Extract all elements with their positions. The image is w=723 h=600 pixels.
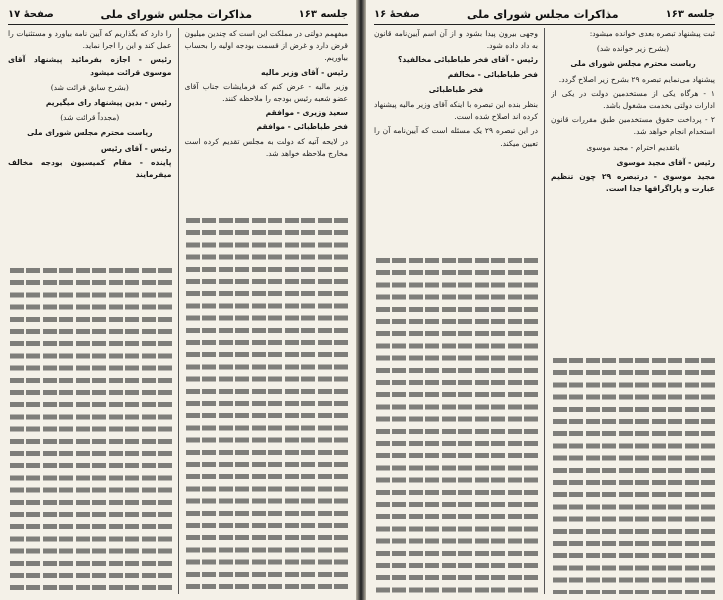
paragraph: ۱ - هرگاه یکی از مستخدمین دولت در یکی از ادارات دولتی بخدمت مشغول باشد. — [551, 88, 715, 111]
reading-note: (مجدداً قرائت شد) — [60, 113, 120, 123]
page-number: صفحهٔ ۱۶ — [374, 8, 420, 20]
speaker-line: سعید وزیری - موافقم — [265, 108, 348, 118]
text-columns — [8, 28, 348, 594]
speaker-line: رئیس - آقای رئیس — [100, 143, 172, 153]
column-divider — [544, 28, 545, 594]
session-number: جلسه ۱۶۳ — [298, 8, 348, 20]
speaker-line: رئیس - بدین پیشنهاد رای میگیریم — [45, 98, 172, 108]
reading-note: (بشرح زیر خوانده شد) — [596, 44, 670, 54]
paragraph: بنظر بنده این تبصره با اینکه آقای وزیر مالیه پیشنهاد کرده اند اصلاح شده است. — [374, 100, 538, 122]
column-divider — [178, 28, 179, 594]
signature-line: باتقدیم احترام - مجید موسوی — [586, 142, 680, 152]
page-number: صفحهٔ ۱۷ — [8, 8, 54, 20]
speaker-line: فخر طباطبائی - مخالفم — [447, 69, 538, 79]
section-heading: ریاست محترم مجلس شورای ملی — [570, 59, 696, 69]
speaker-line: رئیس - اجازه بفرمائید پیشنهاد آقای موسوی قرائت میشود — [8, 55, 172, 77]
column-left — [374, 28, 538, 594]
speaker-line: رئیس - آقای فخر طباطبائی مخالفید؟ — [398, 55, 538, 65]
paragraph: وزیر مالیه - عرض کنم که فرمایشات جناب آقای عضو شعبه رئیس بودجه را ملاحظه کنند. — [184, 81, 348, 104]
speaker-line: رئیس - آقای وزیر مالیه — [261, 67, 348, 77]
paragraph: را دارد که بگذاریم که آیین نامه بیاورد و مستثنیات را عمل کند و این را اجرا نماید. — [8, 29, 172, 51]
paragraph: در این تبصره ۲۹ یک مسئله است که آیین‌نامه آن را تعیین میکند. — [374, 126, 538, 148]
text-columns — [374, 28, 715, 594]
page-header — [374, 4, 715, 25]
section-heading: ریاست محترم مجلس شورای ملی — [27, 128, 153, 138]
right-page — [366, 0, 723, 600]
paragraph: ثبت پیشنهاد تبصره بعدی خوانده میشود: — [589, 29, 715, 38]
printed-text-block — [185, 218, 349, 594]
speaker-line: فخر طباطبائی - موافقم — [256, 122, 348, 132]
reading-note: (بشرح سابق قرائت شد) — [50, 82, 129, 92]
paragraph: در لایحه آتیه که دولت به مجلس تقدیم کرده است مخارج ملاحظه خواهد شد. — [184, 136, 348, 158]
left-page — [0, 0, 356, 600]
journal-title: مذاکرات مجلس شورای ملی — [466, 7, 619, 21]
speaker-line: پاینده - مقام کمیسیون بودجه مخالف میفرمایند — [8, 157, 172, 180]
section-heading: فخر طباطبائی — [428, 84, 484, 94]
column-left — [8, 28, 172, 594]
column-right — [185, 28, 349, 594]
page-header — [8, 4, 348, 25]
speaker-line: رئیس - آقای مجید موسوی — [616, 157, 715, 167]
session-number: جلسه ۱۶۳ — [665, 8, 715, 20]
column-right — [551, 28, 715, 594]
printed-text-block — [8, 268, 172, 594]
paragraph: ۲ - پرداخت حقوق مستخدمین طبق مقررات قانون استخدام انجام خواهد شد. — [551, 115, 715, 137]
paragraph: میفهمم دولتی در مملکت این است که چندین میلیون قرض دارد و غرض از قسمت بودجه اولیه را بحساب بیاوریم. — [184, 29, 348, 63]
paragraph: پیشنهاد می‌نمایم تبصره ۲۹ بشرح زیر اصلاح گردد. — [558, 74, 715, 84]
speaker-line: مجید موسوی - درتبصره ۲۹ چون تنظیم عبارت و پاراگرافها جدا است. — [551, 172, 715, 194]
printed-text-block — [374, 258, 538, 594]
printed-text-block — [551, 358, 715, 594]
paragraph: وجهی بیرون پیدا بشود و از آن اسم آیین‌نامه قانون به داد داده شود. — [374, 29, 538, 51]
book-gutter — [356, 0, 366, 600]
journal-title: مذاکرات مجلس شورای ملی — [100, 7, 253, 21]
